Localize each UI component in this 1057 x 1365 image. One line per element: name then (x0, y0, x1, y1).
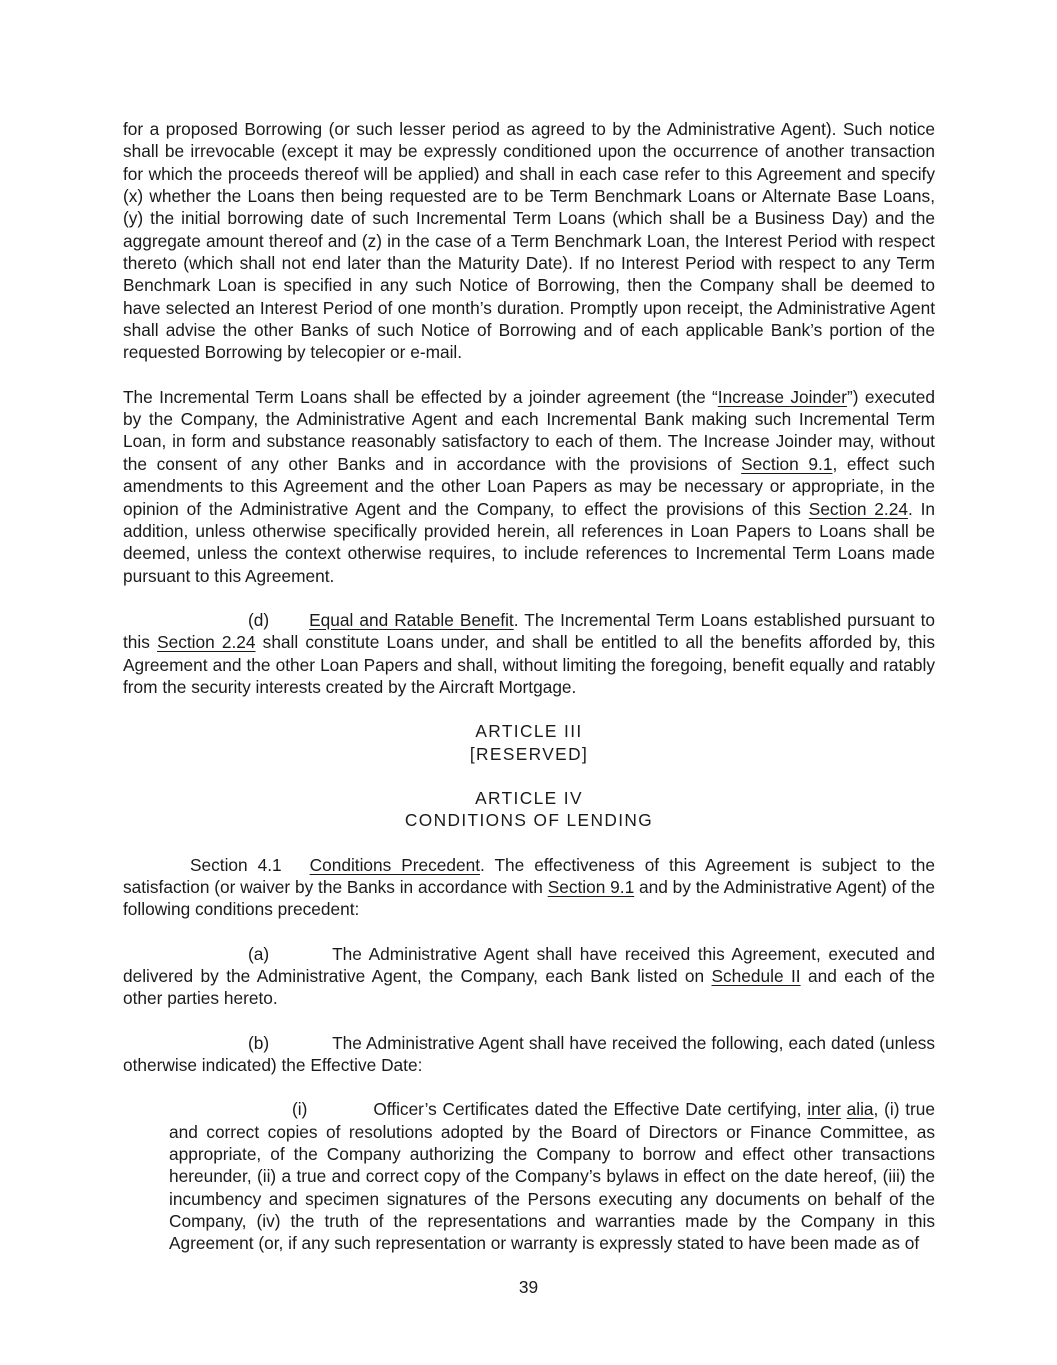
text-run: . In addition, unless otherwise specifically provided herein, all references in Loan Papers to Loans shall be deemed, unless the context otherwise requires, to include references to Incremental Term Loans made pursuant to this Agreement. (123, 498, 936, 586)
text-run: . The effectiveness of this Agreement is subject to the satisfaction (or waiver by the Banks in accordance with (123, 854, 935, 897)
article-3-reserved: [RESERVED] (469, 743, 589, 764)
paragraph-section-4-1 (123, 854, 935, 921)
text-run: and each of the other parties hereto. (123, 966, 936, 1009)
article-4-title: ARTICLE IV (475, 787, 583, 808)
text-run: and by the Administrative Agent) of the following conditions precedent: (123, 876, 936, 920)
clause-label: (d) (248, 609, 270, 630)
article-4-subtitle: CONDITIONS OF LENDING (404, 810, 654, 831)
inter-alia-latin-term: inter (807, 1099, 841, 1120)
section-2-24-reference: Section 2.24 (157, 632, 256, 653)
schedule-ii-reference: Schedule II (711, 966, 801, 986)
clause-label: (i) (292, 1099, 308, 1120)
paragraph-officers-certificates (169, 1098, 935, 1254)
text-run: , (i) true and correct copies of resolutions adopted by the Board of Directors or Finance Committee, as appropriate, of the Company authorizing the Company to borrow and effect other transactions hereunder, (ii) a true and correct copy of the Company’s bylaws in effect on the date hereof, (iii) the incumbency and specimen signatures of the Persons executing any documents on behalf of the Company, (iv) the truth of the representations and warranties made by the Company in this Agreement (or, if any such representation or warranty is expressly stated to have been made as of (169, 1099, 935, 1254)
text-run: The Administrative Agent shall have received this Agreement, executed and delivered by the Administrative Agent, the Company, each Bank listed on (123, 943, 935, 986)
paragraph-equal-ratable-benefit (123, 609, 935, 698)
section-9-1-reference: Section 9.1 (741, 453, 833, 474)
equal-and-ratable-benefit-heading: Equal and Ratable Benefit (309, 609, 514, 630)
text-run: The Incremental Term Loans shall be effected by a joinder agreement (the “ (123, 386, 718, 407)
paragraph-increase-joinder (123, 386, 935, 587)
article-3-title: ARTICLE III (475, 721, 583, 742)
section-9-1-reference: Section 9.1 (547, 876, 635, 897)
section-2-24-reference: Section 2.24 (808, 498, 908, 519)
text-run: , effect such amendments to this Agreement and the other Loan Papers as may be necessary or appropriate, in the opinion of the Administrative Agent and the Company, to effect the provisions of this (123, 453, 935, 519)
clause-label: (a) (248, 943, 270, 964)
document-content (123, 118, 935, 1277)
text-run: The Administrative Agent shall have received the following, each dated (unless otherwise indicated) the Effective Date: (123, 1032, 935, 1076)
paragraph-borrowing-notice: for a proposed Borrowing (or such lesser period as agreed to by the Administrative Agent). Such notice shall be irrevocable (except it may be expressly conditioned upon the occurrence of another transaction for which the proceeds thereof will be applied) and shall in each case refer to this Agreement and specify (x) whether the Loans then being requested are to be Term Benchmark Loans or Alternate Base Loans, (y) the initial borrowing date of such Incremental Term Loans (which shall be a Business Day) and the aggregate amount thereof and (z) in the case of a Term Benchmark Loan, the Interest Period with respect thereto (which shall not end later than the Maturity Date). If no Interest Period with respect to any Term Benchmark Loan is specified in any such Notice of Borrowing, then the Company shall be deemed to have selected an Interest Period of one month’s duration. Promptly upon receipt, the Administrative Agent shall advise the other Banks of such Notice of Borrowing and of each applicable Bank’s portion of the requested Borrowing by telecopier or e-mail. (123, 119, 935, 363)
inter-alia-latin-term: alia (846, 1099, 874, 1120)
paragraph-condition-a (123, 943, 935, 1010)
text-run: Officer’s Certificates dated the Effective Date certifying, (373, 1099, 808, 1120)
page-number: 39 (518, 1277, 539, 1297)
increase-joinder-defined-term: Increase Joinder (717, 386, 848, 407)
text-run: . The Incremental Term Loans established pursuant to this (123, 609, 935, 653)
article-4-heading-block (123, 787, 935, 832)
clause-label: (b) (248, 1032, 270, 1053)
article-3-heading-block (123, 720, 935, 765)
conditions-precedent-heading: Conditions Precedent (309, 854, 481, 875)
text-run: shall constitute Loans under, and shall be entitled to all the benefits afforded by, this Agreement and the other Loan Papers and shall, without limiting the foregoing, benefit equally and ratably from the security interests created by the Aircraft Mortgage. (123, 632, 935, 697)
text-run: ”) executed by the Company, the Administrative Agent and each Incremental Bank making such Incremental Term Loan, in form and substance reasonably satisfactory to each of them. The Increase Joinder may, without the consent of any other Banks and in accordance with the provisions of (123, 386, 936, 474)
paragraph-condition-b (123, 1032, 935, 1077)
section-label: Section 4.1 (190, 854, 282, 875)
